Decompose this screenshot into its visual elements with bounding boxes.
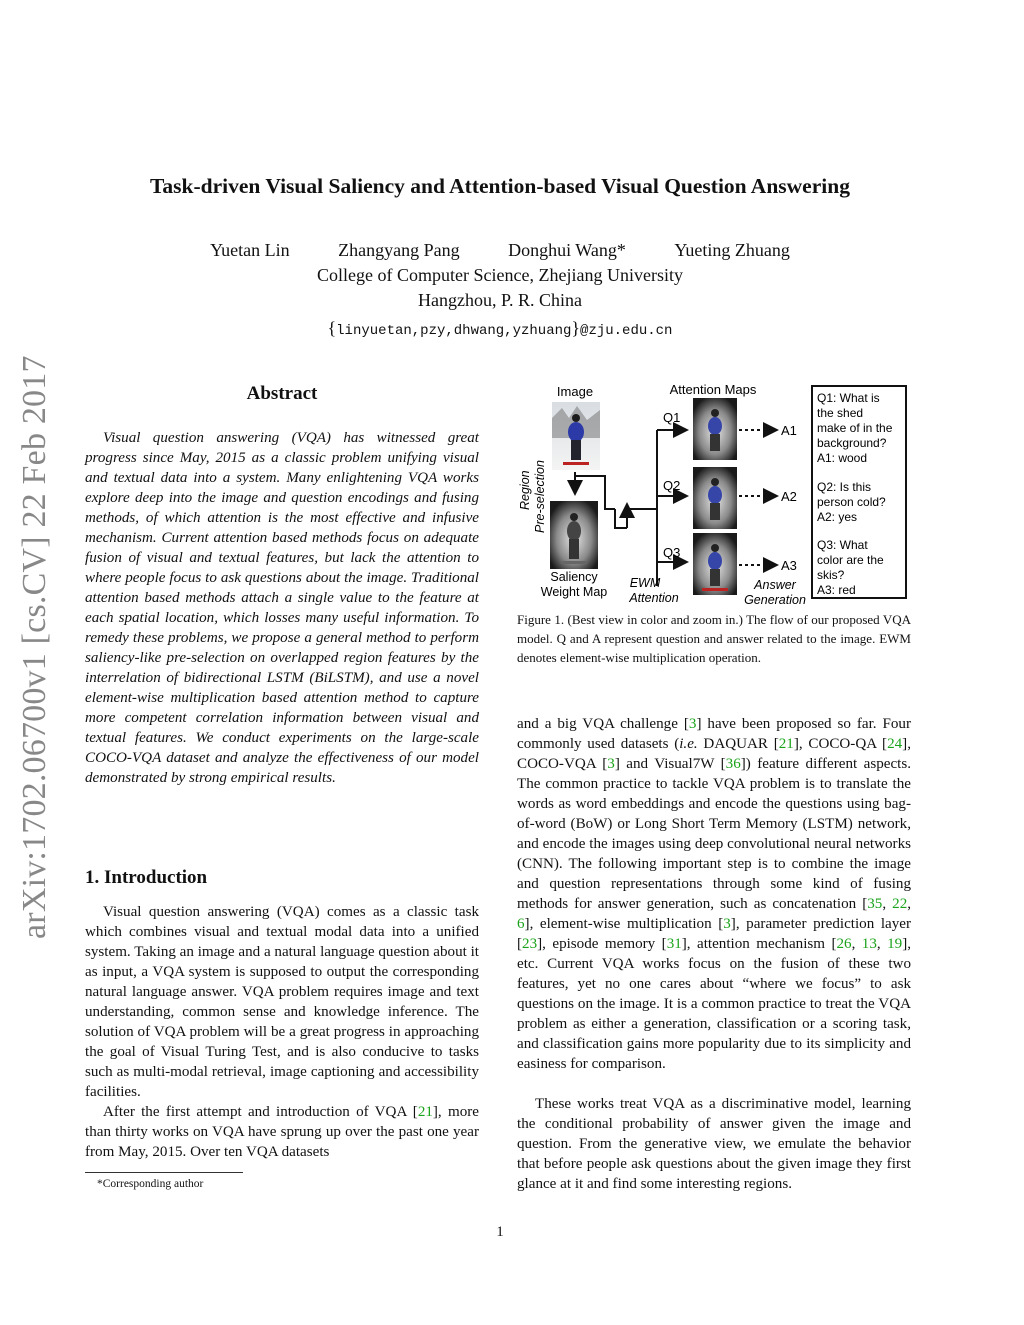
email-brace-close: } xyxy=(571,318,581,338)
arxiv-watermark: arXiv:1702.06700v1 [cs.CV] 22 Feb 2017 xyxy=(16,355,53,939)
citation-link[interactable]: 19 xyxy=(887,936,903,952)
input-photo xyxy=(552,402,600,470)
arrow-merge xyxy=(615,509,627,528)
label-q2: Q2 xyxy=(663,478,681,493)
label-q1: Q1 xyxy=(663,410,681,425)
author-name: Yueting Zhuang xyxy=(674,240,790,260)
label-ewm: EWM xyxy=(629,576,661,590)
svg-text:Q1: What is: Q1: What is xyxy=(817,391,880,405)
label-a2: A2 xyxy=(781,489,797,504)
section-heading: 1. Introduction xyxy=(85,867,208,888)
label-attention: Attention xyxy=(629,591,679,605)
affiliation: College of Computer Science, Zhejiang University xyxy=(317,265,683,285)
svg-text:color are the: color are the xyxy=(817,553,884,567)
citation-link[interactable]: 3 xyxy=(688,716,697,732)
abstract-heading: Abstract xyxy=(246,383,318,404)
label-weight-map: Weight Map xyxy=(540,585,608,599)
email-brace-open: { xyxy=(327,318,337,338)
email-names: linyuetan,pzy,dhwang,yzhuang xyxy=(336,323,572,339)
email-domain: @zju.edu.cn xyxy=(580,323,673,339)
intro-paragraph-2: After the first attempt and introduction of VQA [21], more than thirty works on VQA have sprung up over the past one year from May, 2015. Over ten VQA datasets xyxy=(85,1104,479,1160)
label-saliency: Saliency xyxy=(550,570,598,584)
citation-link[interactable]: 21 xyxy=(417,1104,433,1120)
label-q3: Q3 xyxy=(663,545,681,560)
paper-title: Task-driven Visual Saliency and Attention-based Visual Question Answering xyxy=(150,174,850,198)
figure-diagram xyxy=(517,378,917,608)
author-name: Zhangyang Pang xyxy=(338,240,460,260)
citation-link[interactable]: 23 xyxy=(522,936,538,952)
svg-text:make of in the: make of in the xyxy=(817,421,893,435)
page-number: 1 xyxy=(496,1224,504,1240)
label-generation: Generation xyxy=(744,593,806,607)
label-answer: Answer xyxy=(754,578,796,592)
svg-text:Q3: What: Q3: What xyxy=(817,538,868,552)
author-name: Donghui Wang* xyxy=(508,240,626,260)
citation-link[interactable]: 31 xyxy=(666,936,682,952)
citation-link[interactable]: 13 xyxy=(861,936,877,952)
citation-link[interactable]: 36 xyxy=(725,756,741,772)
citation-link[interactable]: 3 xyxy=(723,916,731,932)
attention-map-3 xyxy=(693,533,737,595)
attention-map-1 xyxy=(693,398,737,460)
author-list xyxy=(0,240,1000,261)
abstract-text: Visual question answering (VQA) has witnessed great progress since May, 2015 as a classic problem unifying visual and textual data into a system. Many enlightening VQA works explore deep into the image and question encodings and fusing methods, of which attention is the most effective and infusive mechanism. Current attention based methods focus on adequate fusion of visual and textual features, but lack the attention to where people focus to ask questions about the image. Traditional attention based methods attach a single value to the feature at each spatial location, which losses many useful information. To remedy these problems, we propose a general method to perform saliency-like pre-selection on overlapped region features by the interrelation of bidirectional LSTM (BiLSTM), and use a novel element-wise multiplication based attention method to capture more competent correlation information between visual and textual features. We conduct experiments on the large-scale COCO-VQA dataset and analyze the effectiveness of our model demonstrated by strong empirical results. xyxy=(85,430,479,786)
label-image: Image xyxy=(556,384,594,399)
citation-link[interactable]: 6 xyxy=(517,916,525,932)
citation-link[interactable]: 22 xyxy=(892,896,908,912)
right-paragraph-1: and a big VQA challenge [3] have been proposed so far. Four commonly used datasets (i.e. DAQUAR [21], COCO-QA [24], COCO-VQA [3] and Visual7W [36]) feature different aspects. The common practice to tackle VQA problem is to translate the words as word embeddings and encode the questions using bag-of-word (BoW) or Long Short Term Memory (LSTM) network, and encode the images using deep convolutional neural networks (CNN). The following important step is to combine the image and question representations through some kind of fusing methods for answer generation, such as concatenation [35, 22, 6], element-wise multiplication [3], parameter prediction layer [23], episode memory [31], attention mechanism [26, 13, 19], etc. Current VQA works focus on the fusion of these two features, yet no one cares about “where we focus” to ask questions on the image. It is a common practice to treat the VQA problem as either a generation, classification or a scoring task, and classification gains more popularity due to its simplicity and easiness for comparison. xyxy=(517,716,912,1072)
label-preselection: Pre-selection xyxy=(533,460,547,533)
author-name: Yuetan Lin xyxy=(210,240,290,260)
svg-text:skis?: skis? xyxy=(817,568,845,582)
intro-paragraph-1: Visual question answering (VQA) comes as a classic task which combines visual and textual modal data into a unified system. Taking an image and a natural language question about it as input, a VQA system is supposed to output the corresponding natural language answer. VQA problem requires image and text understanding, common sense and knowledge inference. The solution of VQA problem will be a great progress in approaching the goal of Visual Turing Test, and is also conducive to tasks such as multi-modal retrieval, image captioning and accessibility facilities. xyxy=(85,904,479,1100)
figure-caption: Figure 1. (Best view in color and zoom in.) The flow of our proposed VQA model. Q and A represent question and answer related to the image. EWM denotes element-wise multiplication operation. xyxy=(517,612,911,665)
email-line xyxy=(0,318,1000,339)
citation-link[interactable]: 3 xyxy=(607,756,615,772)
location: Hangzhou, P. R. China xyxy=(418,290,582,310)
label-region: Region xyxy=(518,470,532,510)
label-a1: A1 xyxy=(781,423,797,438)
svg-text:Q2: Is this: Q2: Is this xyxy=(817,480,872,494)
citation-link[interactable]: 26 xyxy=(836,936,852,952)
svg-text:A3: red: A3: red xyxy=(817,583,856,597)
footnote: *Corresponding author xyxy=(97,1178,204,1190)
citation-link[interactable]: 21 xyxy=(778,736,794,752)
footnote-rule xyxy=(85,1172,243,1173)
saliency-photo xyxy=(550,501,598,569)
svg-text:background?: background? xyxy=(817,436,887,450)
svg-text:A2: yes: A2: yes xyxy=(817,510,858,524)
label-attention-maps: Attention Maps xyxy=(669,382,757,397)
svg-text:A1: wood: A1: wood xyxy=(817,451,868,465)
citation-link[interactable]: 24 xyxy=(887,736,903,752)
label-a3: A3 xyxy=(781,558,797,573)
attention-map-2 xyxy=(693,467,737,529)
svg-text:the shed: the shed xyxy=(817,406,864,420)
figure-1 xyxy=(517,378,917,608)
svg-text:person cold?: person cold? xyxy=(817,495,886,509)
right-paragraph-2: These works treat VQA as a discriminative model, learning the conditional probability of answer given the image and question. From the generative view, we emulate the behavior that before people ask questions about the given image they first glance at it and find some interesting regions. xyxy=(517,1096,911,1192)
citation-link[interactable]: 35 xyxy=(867,896,883,912)
